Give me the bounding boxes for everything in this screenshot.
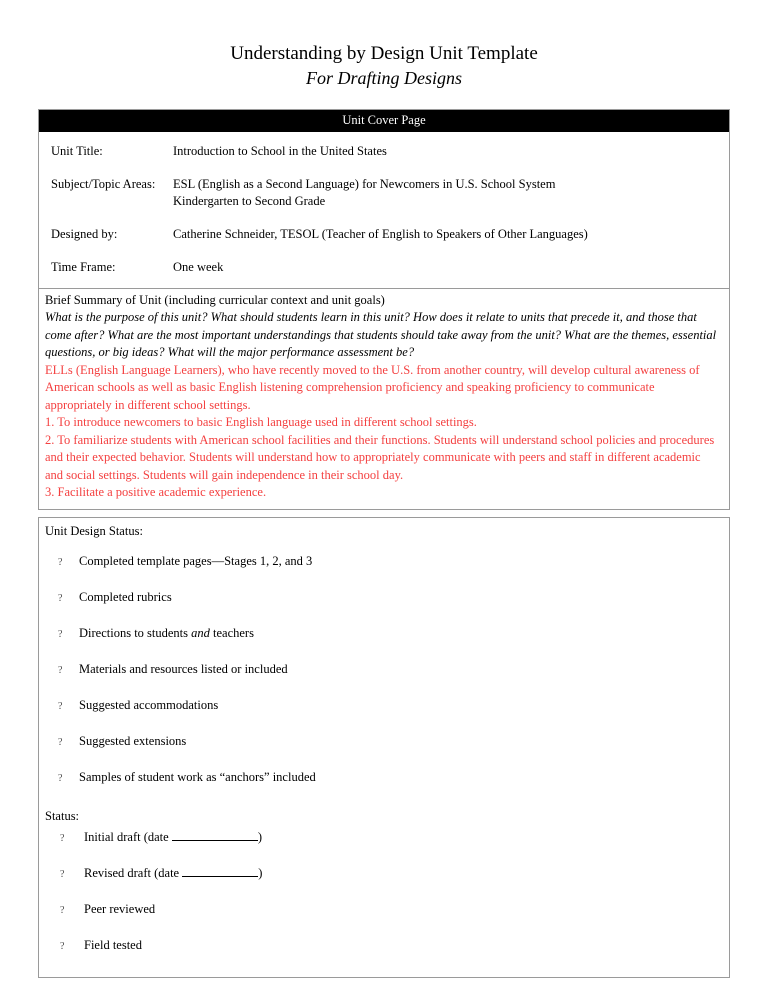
unit-design-status-table [38,517,730,978]
value-subject-line2: Kindergarten to Second Grade [173,194,326,208]
label-subject-topic-areas: Subject/Topic Areas: [51,177,156,191]
checkbox-icon[interactable]: ? [58,772,63,784]
status-item[interactable] [45,901,721,919]
design-status-cell [39,517,730,977]
checkbox-icon[interactable]: ? [58,628,63,640]
status-item-label: Field tested [84,937,142,952]
design-status-checklist [45,553,721,787]
cover-meta-body [39,132,729,289]
cover-meta-table [45,143,721,278]
checklist-item[interactable] [45,733,721,751]
status-text-before: Initial draft (date [84,829,172,844]
label-unit-title: Unit Title: [51,144,103,158]
value-time-frame: One week [173,260,224,274]
checklist-item-label: Suggested extensions [79,733,187,748]
summary-answer-paragraph: 2. To familiarize students with American school facilities and their functions. Students will understand school policies and procedures and their expected behavior. Students will understand how to appropriately communicate with peers and staff in different academic and social settings. Students will gain independence in their school day. [45,432,715,482]
checklist-item-label: Samples of student work as “anchors” included [79,769,316,784]
value-unit-title: Introduction to School in the United States [173,144,387,158]
design-status-body [39,518,729,977]
date-blank-field[interactable] [172,829,258,841]
cover-meta-cell [39,132,730,289]
label-time-frame: Time Frame: [51,260,116,274]
checkbox-icon[interactable]: ? [60,868,65,880]
meta-row-designed-by [45,226,721,259]
checklist-item[interactable] [45,769,721,787]
checklist-item-label: Completed rubrics [79,589,172,604]
checkbox-icon[interactable]: ? [60,832,65,844]
unit-cover-table [38,109,730,510]
checklist-text-emphasis: and [191,625,210,640]
checklist-item[interactable] [45,661,721,679]
status-item-label: Peer reviewed [84,901,156,916]
status-item[interactable] [45,865,721,883]
summary-answer-paragraph: 1. To introduce newcomers to basic English language used in different school settings. [45,415,477,429]
status-text-after: ) [258,865,263,880]
status-item[interactable] [45,937,721,955]
brief-summary-answer [45,362,721,502]
status-item-label [84,865,262,882]
status-text-after: ) [257,829,262,844]
document-subtitle: For Drafting Designs [305,68,462,88]
status-item[interactable] [45,829,721,847]
value-designed-by: Catherine Schneider, TESOL (Teacher of English to Speakers of Other Languages) [173,227,588,241]
banner-cell [39,110,730,133]
brief-summary-heading: Brief Summary of Unit (including curricular context and unit goals) [45,293,385,307]
checklist-item-label: Completed template pages—Stages 1, 2, and 3 [79,553,313,568]
checkbox-icon[interactable]: ? [60,940,65,952]
checklist-item-label: Suggested accommodations [79,697,219,712]
document-title-block [0,0,768,90]
checklist-item-label [79,625,254,642]
unit-cover-banner: Unit Cover Page [39,110,729,132]
checklist-text-before: Directions to students [79,625,192,640]
summary-answer-paragraph: 3. Facilitate a positive academic experience. [45,485,267,499]
status-text-before: Revised draft (date [84,865,183,880]
brief-summary-section [39,289,729,509]
checkbox-icon[interactable]: ? [58,664,63,676]
value-subject-topic-areas [173,176,721,226]
status-item-label [84,829,262,846]
checklist-item[interactable] [45,625,721,643]
checkbox-icon[interactable]: ? [58,700,63,712]
design-status-heading: Unit Design Status: [45,523,143,538]
checklist-text-after: teachers [209,625,254,640]
meta-row-subject-topic-areas [45,176,721,226]
checklist-item[interactable] [45,553,721,571]
meta-row-unit-title [45,143,721,176]
checkbox-icon[interactable]: ? [60,904,65,916]
checklist-item-label: Materials and resources listed or included [79,661,288,676]
meta-row-time-frame [45,259,721,278]
brief-summary-prompt: What is the purpose of this unit? What should students learn in this unit? How does it relate to units that precede it, and those that come after? What are the most important understandings that students should take away from the unit? What are the themes, essential questions, or big ideas? What will the major performance assessment be? [45,310,717,359]
status-checklist [45,829,721,955]
label-designed-by: Designed by: [51,227,118,241]
document-title: Understanding by Design Unit Template [230,43,538,64]
status-sub-heading: Status: [45,808,80,823]
brief-summary-cell [39,289,730,509]
date-blank-field[interactable] [182,865,258,877]
checkbox-icon[interactable]: ? [58,592,63,604]
checkbox-icon[interactable]: ? [58,556,63,568]
checklist-item[interactable] [45,589,721,607]
value-subject-line1: ESL (English as a Second Language) for Newcomers in U.S. School System [173,177,556,191]
checkbox-icon[interactable]: ? [58,736,63,748]
summary-answer-paragraph: ELLs (English Language Learners), who have recently moved to the U.S. from another country, will develop cultural awareness of American schools as well as basic English listening comprehension proficiency and speaking proficiency to communicate appropriately in different school settings. [45,362,700,412]
checklist-item[interactable] [45,697,721,715]
